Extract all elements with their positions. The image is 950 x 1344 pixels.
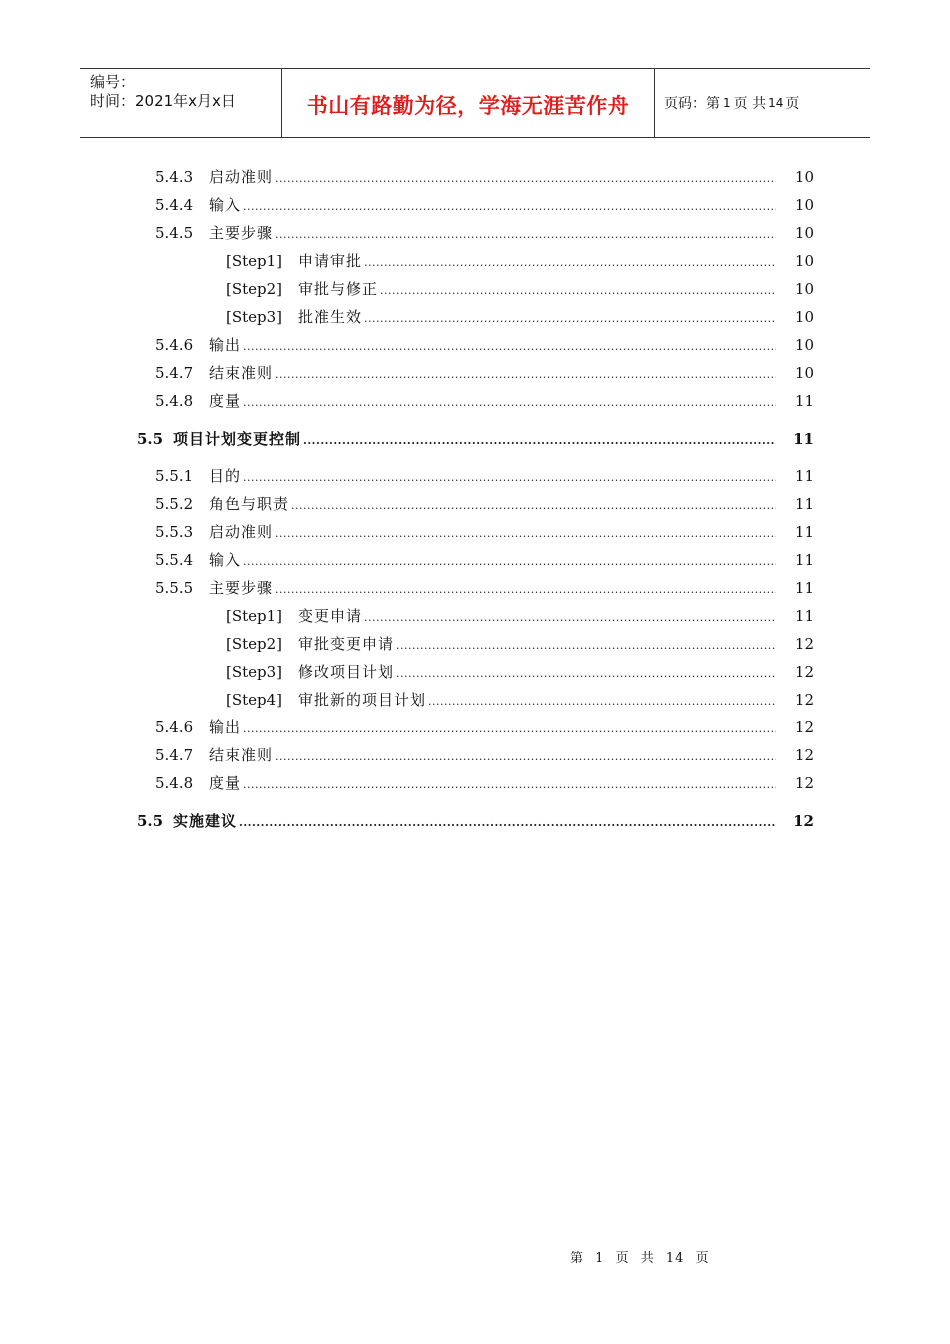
toc-dot-leader [428,695,776,708]
toc-entry[interactable] [226,278,814,300]
toc-entry[interactable] [155,577,814,599]
header-meta [80,69,282,137]
toc-entry-page: 12 [794,635,814,653]
toc-entry-page: 11 [794,392,814,410]
toc-entry-page: 11 [794,551,814,569]
toc-entry[interactable] [155,521,814,543]
toc-entry-number: 5.4.4 [155,196,194,214]
toc-dot-leader [275,368,776,381]
toc-entry-page: 11 [794,607,814,625]
toc-entry[interactable] [155,772,814,794]
toc-entry-number: 5.5 [137,812,164,830]
toc-entry-page: 12 [794,774,814,792]
toc-entry-title: 目的 [209,467,242,485]
toc-entry[interactable] [226,250,814,272]
toc-dot-leader [243,555,776,568]
toc-entry-number: 5.4.6 [155,718,194,736]
toc-entry[interactable] [155,362,814,384]
toc-entry-number: 5.5.1 [155,467,194,485]
footer-mid2: 共 [640,1251,655,1266]
toc-entry[interactable] [155,465,814,487]
toc-dot-leader [275,172,776,185]
toc-dot-leader [291,499,776,512]
toc-entry-title: 启动准则 [209,523,274,541]
toc-entry-title: 输入 [209,551,242,569]
footer-prefix: 第 [570,1251,585,1266]
toc-entry[interactable] [226,661,814,683]
document-number-label: 编号： [90,73,136,91]
toc-entry[interactable] [155,194,814,216]
toc-entry-number: 5.4.6 [155,336,194,354]
toc-dot-leader [275,228,776,241]
toc-entry-number: 5.4.7 [155,746,194,764]
toc-entry-page: 11 [794,523,814,541]
toc-entry-title: 主要步骤 [209,224,274,242]
toc-entry-page: 12 [793,812,814,830]
footer-total-pages: 14 [665,1251,685,1266]
toc-entry-title: 结束准则 [209,746,274,764]
toc-entry-title: 修改项目计划 [298,663,395,681]
toc-dot-leader [364,256,776,269]
toc-dot-leader [243,722,776,735]
toc-entry-title: 项目计划变更控制 [173,430,302,448]
toc-entry[interactable] [226,605,814,627]
toc-entry[interactable] [155,493,814,515]
toc-entry[interactable] [155,166,814,188]
toc-entry[interactable] [155,716,814,738]
toc-entry[interactable] [137,428,814,450]
toc-entry-page: 10 [794,196,814,214]
page-footer [570,1247,716,1266]
header-page-current: 1 [723,96,731,110]
toc-entry-number: [Step3] [226,663,283,681]
toc-entry[interactable] [226,689,814,711]
toc-entry-page: 10 [794,252,814,270]
toc-entry-page: 11 [794,579,814,597]
toc-entry-title: 输出 [209,718,242,736]
toc-dot-leader [243,340,776,353]
toc-entry-title: 审批变更申请 [298,635,395,653]
toc-entry-number: 5.4.7 [155,364,194,382]
toc-dot-leader [243,396,776,409]
toc-entry[interactable] [155,390,814,412]
toc-entry-page: 10 [794,280,814,298]
toc-entry-number: 5.4.5 [155,224,194,242]
toc-dot-leader [364,611,776,624]
toc-entry-number: [Step3] [226,308,283,326]
toc-entry-title: 批准生效 [298,308,363,326]
toc-entry-page: 11 [794,495,814,513]
toc-dot-leader [396,639,776,652]
document-date: 时间：2021年x月x日 [90,92,236,110]
toc-entry-title: 度量 [209,774,242,792]
toc-entry-number: [Step1] [226,607,283,625]
footer-suffix: 页 [695,1251,710,1266]
header-page-total: 14 [768,96,784,110]
toc-entry-page: 10 [794,168,814,186]
toc-entry-page: 10 [794,224,814,242]
toc-entry[interactable] [226,306,814,328]
toc-entry-title: 角色与职责 [209,495,290,513]
toc-entry-page: 12 [794,746,814,764]
header-motto-cell [282,69,655,137]
header-page-suffix: 页 [785,96,800,112]
footer-mid1: 页 [615,1251,630,1266]
toc-entry-number: 5.4.8 [155,392,194,410]
header-page-info [655,69,870,137]
toc-entry-title: 申请审批 [298,252,363,270]
toc-entry-title: 变更申请 [298,607,363,625]
page-header [80,68,870,138]
toc-dot-leader [396,667,776,680]
toc-entry-title: 实施建议 [173,812,238,830]
toc-entry[interactable] [226,633,814,655]
toc-entry-title: 审批与修正 [298,280,379,298]
header-page-mid: 页 共 [733,96,767,112]
toc-dot-leader [243,200,776,213]
toc-entry-number: [Step4] [226,691,283,709]
toc-dot-leader [243,471,776,484]
toc-entry-page: 10 [794,336,814,354]
toc-entry-number: [Step2] [226,280,283,298]
toc-entry[interactable] [155,549,814,571]
toc-entry-number: [Step1] [226,252,283,270]
toc-entry-number: 5.5 [137,430,164,448]
toc-entry-number: 5.5.3 [155,523,194,541]
toc-dot-leader [364,312,776,325]
toc-entry-page: 10 [794,308,814,326]
toc-entry-title: 主要步骤 [209,579,274,597]
toc-entry[interactable] [137,810,814,832]
toc-dot-leader [243,778,776,791]
header-page-prefix: 页码：第 [664,96,720,112]
toc-entry-page: 12 [794,663,814,681]
toc-entry-title: 度量 [209,392,242,410]
toc-entry-page: 11 [793,430,814,448]
toc-entry-page: 11 [794,467,814,485]
toc-entry-title: 启动准则 [209,168,274,186]
toc-entry-title: 结束准则 [209,364,274,382]
toc-entry-page: 12 [794,691,814,709]
toc-dot-leader [239,816,776,829]
toc-entry-title: 输入 [209,196,242,214]
toc-entry-page: 12 [794,718,814,736]
toc-entry-number: 5.4.8 [155,774,194,792]
header-motto: 书山有路勤为径，学海无涯苦作舟 [306,94,630,118]
toc-entry[interactable] [155,222,814,244]
toc-dot-leader [380,284,776,297]
toc-dot-leader [275,750,776,763]
toc-entry-number: 5.5.2 [155,495,194,513]
toc-entry-title: 审批新的项目计划 [298,691,427,709]
toc-dot-leader [303,434,776,447]
toc-dot-leader [275,583,776,596]
toc-entry-number: [Step2] [226,635,283,653]
toc-entry-number: 5.5.4 [155,551,194,569]
toc-entry-page: 10 [794,364,814,382]
toc-entry-title: 输出 [209,336,242,354]
toc-dot-leader [275,527,776,540]
toc-entry[interactable] [155,744,814,766]
toc-entry[interactable] [155,334,814,356]
footer-current-page: 1 [595,1251,605,1266]
toc-entry-number: 5.4.3 [155,168,194,186]
toc-entry-number: 5.5.5 [155,579,194,597]
